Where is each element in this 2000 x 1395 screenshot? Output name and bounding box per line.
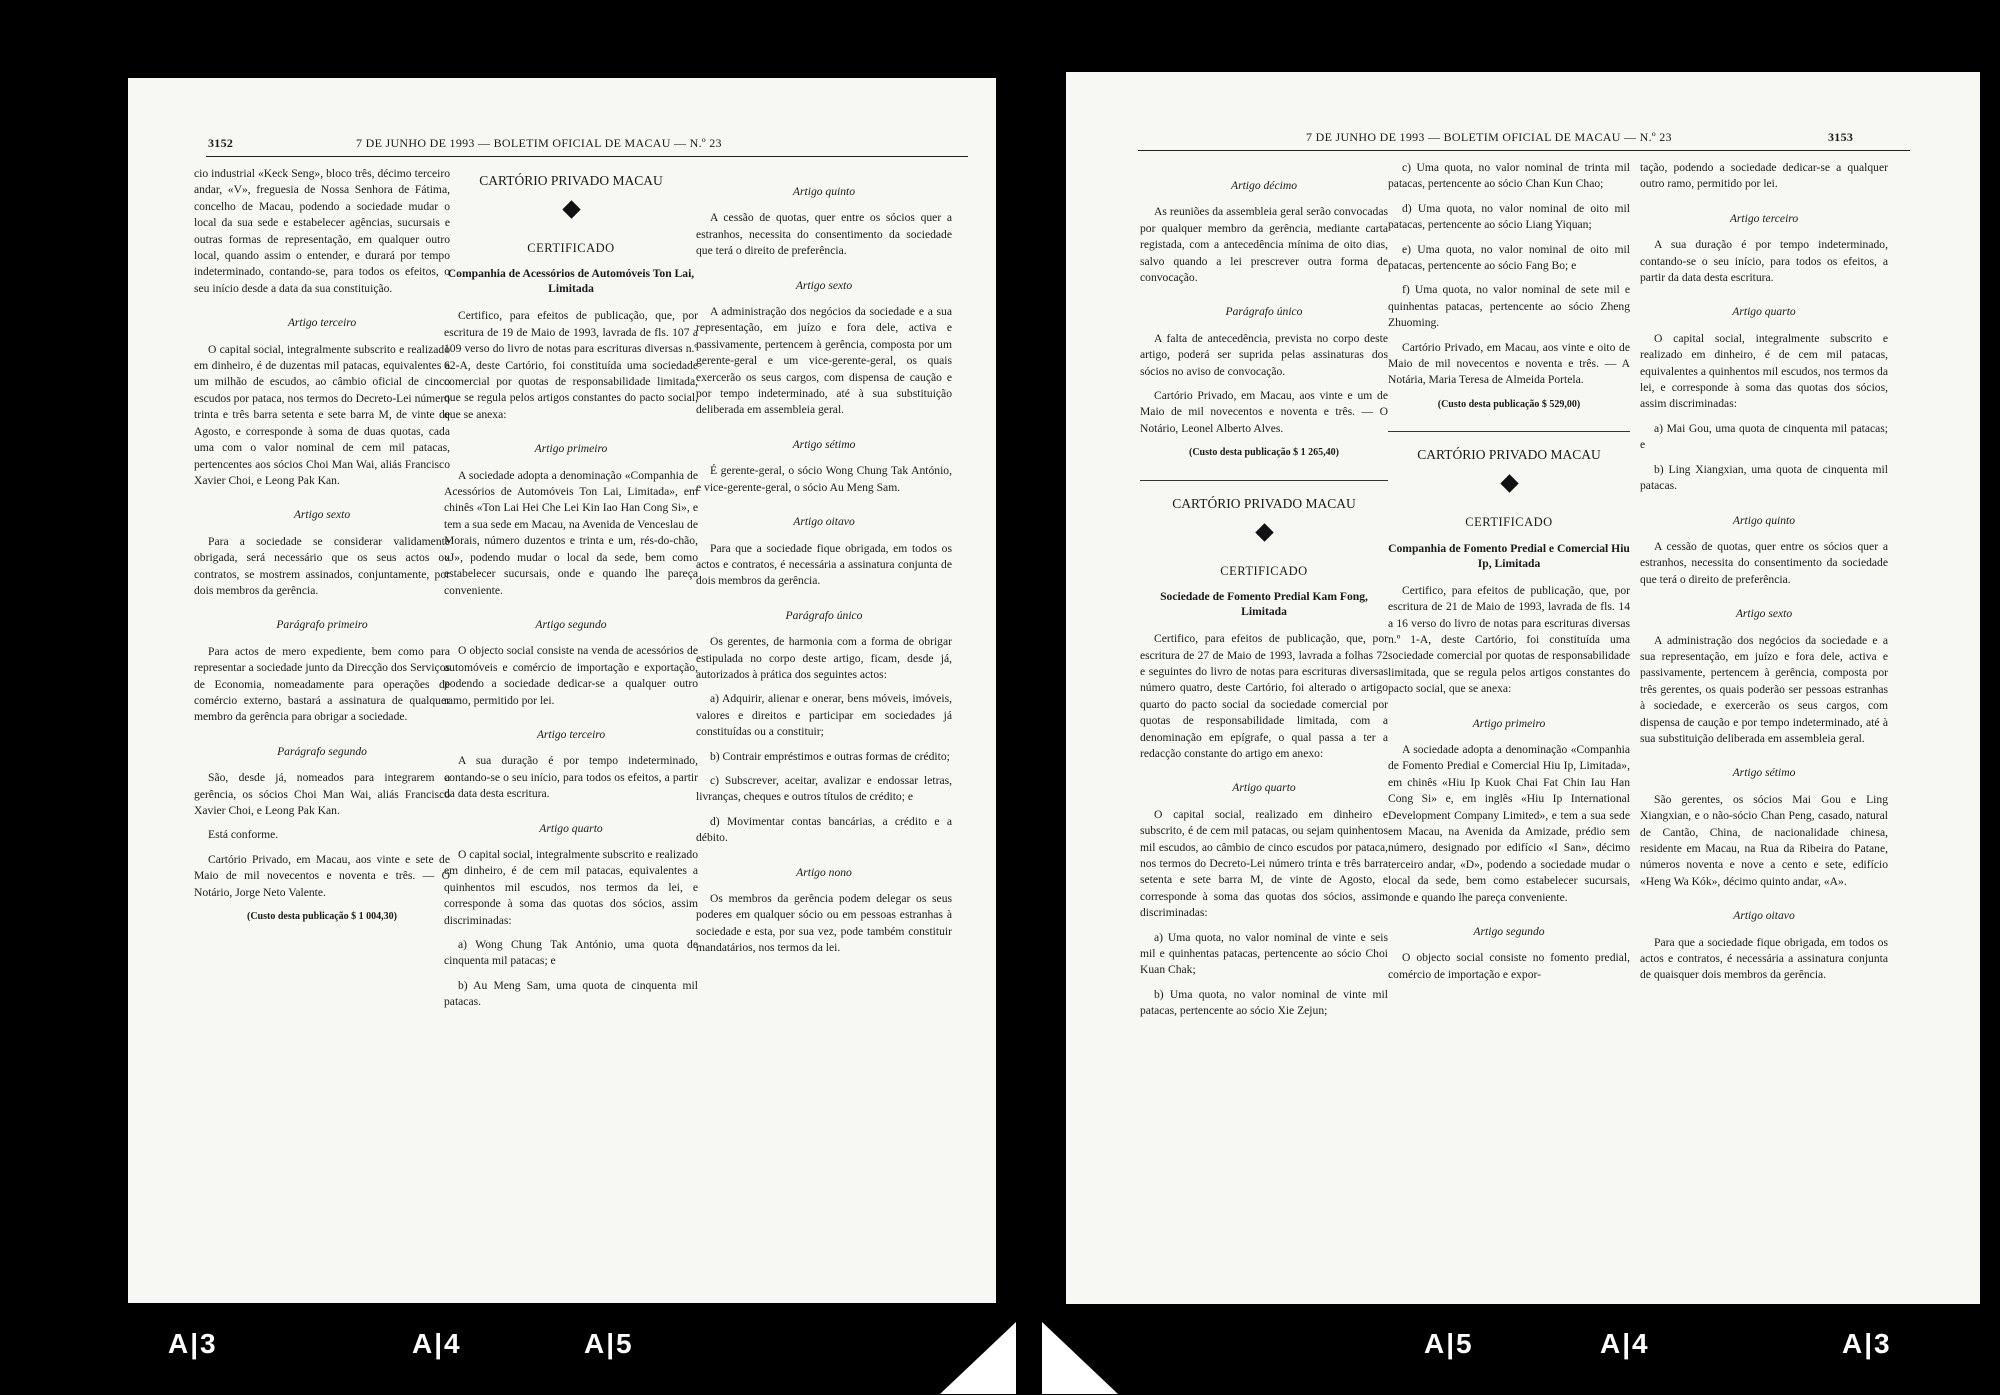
certificate-heading: CERTIFICADO: [1220, 563, 1308, 578]
publication-cost: (Custo desta publicação $ 529,00): [1437, 398, 1581, 410]
office-heading: CARTÓRIO PRIVADO MACAU: [1417, 447, 1601, 463]
paragraph: A falta de antecedência, prevista no corpo deste artigo, poderá ser suprida pelas assinaturas dos sócios no aviso de convocação.: [1140, 331, 1388, 378]
article-heading: Artigo oitavo: [1733, 909, 1795, 923]
alignment-triangle-right: [1042, 1322, 1118, 1394]
article-heading: Artigo sétimo: [792, 437, 856, 451]
alignment-triangle-left: [940, 1322, 1016, 1394]
paragraph: O capital social, integralmente subscrito e realizado em dinheiro, é de cem mil patacas, equivalentes a quinhentos mil escudos, nos termos da lei, e corresponde à soma das quotas dos sócios, assim discriminadas:: [1640, 331, 1888, 411]
article-heading: Artigo décimo: [1230, 179, 1297, 192]
article-heading: Parágrafo segundo: [277, 744, 367, 758]
paragraph: d) Movimentar contas bancárias, a crédito e a débito.: [696, 814, 952, 845]
publication-cost: (Custo desta publicação $ 1 265,40): [1188, 447, 1339, 459]
left-column-1: [194, 166, 450, 943]
paragraph: Para a sociedade se considerar validamente obrigada, será necessário que os seus actos ou contratos, se mostrem assinados, conjuntamente, por dois membros da gerência.: [194, 534, 450, 597]
article-heading: Artigo terceiro: [1729, 211, 1799, 225]
strip-label-a4-right: A|4: [1600, 1328, 1650, 1359]
section-separator: [1388, 431, 1630, 432]
right-page-number: 3153: [1828, 130, 1854, 144]
paragraph: A sua duração é por tempo indeterminado, contando-se o seu início, para todos os efeitos, a partir da data desta escritura.: [1640, 238, 1888, 285]
paragraph: a) Adquirir, alienar e onerar, bens móveis, imóveis, valores e direitos e participar em sociedades já constituídas ou a constituir;: [696, 692, 952, 739]
diamond-ornament-icon: [1255, 523, 1273, 541]
right-column-1: [1140, 160, 1388, 1028]
right-page: [1066, 72, 1980, 1304]
left-page: [128, 78, 996, 1303]
company-name-heading: Companhia de Fomento Predial e Comercial Hiu Ip, Limitada: [1388, 541, 1630, 570]
left-running-head: 7 DE JUNHO DE 1993 — BOLETIM OFICIAL DE MACAU — N.º 23: [356, 136, 722, 150]
right-column-2: [1388, 160, 1630, 991]
article-heading: Artigo sétimo: [1732, 766, 1796, 780]
paragraph: Cartório Privado, em Macau, aos vinte e um de Maio de mil novecentos e noventa e três. — O Notário, Leonel Alberto Alves.: [1140, 389, 1388, 435]
strip-label-a5-left: A|5: [584, 1328, 634, 1359]
article-heading: Artigo nono: [796, 865, 852, 879]
company-name-heading: Sociedade de Fomento Predial Kam Fong, Limitada: [1160, 590, 1368, 619]
strip-label-a3-left: A|3: [168, 1328, 218, 1359]
paragraph: b) Au Meng Sam, uma quota de cinquenta mil patacas.: [444, 978, 698, 1009]
certificate-heading: CERTIFICADO: [527, 241, 615, 255]
paragraph: A sociedade adopta a denominação «Companhia de Acessórios de Automóveis Ton Lai, Limitada», em chinês «Ton Lai Hei Che Lei Kin Iao Han Cong Si», e tem a sua sede em Macau, na Avenida de Venceslau de Morais, número duzentos e trinta e um, rés-do-chão, «J», podendo mudar o local da sede, bem como estabelecer sucursais, onde e quando lhe pareça conveniente.: [444, 468, 698, 597]
paragraph: É gerente-geral, o sócio Wong Chung Tak António, e vice-gerente-geral, o sócio Au Meng Sam.: [696, 464, 952, 494]
paragraph: As reuniões da assembleia geral serão convocadas por qualquer membro da gerência, mediante carta registada, com a antecedência mínima de oito dias, salvo quando a lei prescrever outra forma de convocação.: [1140, 205, 1388, 285]
article-heading: Artigo quinto: [1732, 513, 1796, 527]
paragraph: O objecto social consiste na venda de acessórios de automóveis e comércio de importação e exportação, podendo a sociedade dedicar-se a qualquer outro ramo, permitido por lei.: [444, 644, 698, 707]
paragraph: A sua duração é por tempo indeterminado, contando-se o seu início, para todos os efeitos, a partir da data desta escritura.: [444, 754, 698, 801]
paragraph: Os membros da gerência podem delegar os seus poderes em qualquer sócio ou em pessoas estranhas à sociedade e esta, por sua vez, pode também constituir mandatários, nos termos da lei.: [696, 892, 952, 955]
paragraph: Os gerentes, de harmonia com a forma de obrigar estipulada no corpo deste artigo, ficam, desde já, autorizados à prática dos seguintes actos:: [696, 635, 952, 681]
article-heading: Parágrafo único: [1225, 305, 1303, 319]
article-heading: Artigo terceiro: [287, 316, 357, 330]
paragraph: O objecto social consiste no fomento predial, comércio de importação e expor-: [1388, 951, 1630, 981]
paragraph: e) Uma quota, no valor nominal de oito mil patacas, pertencente ao sócio Fang Bo; e: [1388, 242, 1630, 273]
certificate-heading: CERTIFICADO: [1465, 515, 1553, 530]
article-heading: Artigo sexto: [293, 508, 351, 522]
right-column-3: [1640, 160, 1888, 992]
strip-label-a5-right: A|5: [1424, 1328, 1474, 1359]
office-heading: CARTÓRIO PRIVADO MACAU: [479, 173, 663, 188]
paragraph: Certifico, para efeitos de publicação, que, por escritura de 21 de Maio de 1993, lavrada de fls. 14 a 16 verso do livro de notas para escrituras diversas n.º 1-A, deste Cartório, foi constituída uma sociedade comercial por quotas de responsabilidade limitada, que se regula pelos artigos constantes do pacto social, que se anexa:: [1388, 583, 1630, 696]
paragraph: a) Uma quota, no valor nominal de vinte e seis mil e quinhentas patacas, pertencente ao sócio Choi Kuan Chak;: [1140, 930, 1388, 977]
article-heading: Artigo quarto: [1732, 305, 1796, 319]
article-heading: Artigo primeiro: [1472, 716, 1546, 730]
paragraph: São, desde já, nomeados para integrarem a gerência, os sócios Choi Man Wai, aliás Francisco Xavier Choi, e Leong Pak Kan.: [194, 771, 450, 817]
paragraph: a) Wong Chung Tak António, uma quota de cinquenta mil patacas; e: [444, 938, 698, 968]
publication-cost: (Custo desta publicação $ 1 004,30): [246, 911, 397, 923]
strip-label-a3-right: A|3: [1842, 1328, 1892, 1359]
left-page-number: 3152: [208, 136, 234, 150]
paragraph: cio industrial «Keck Seng», bloco três, décimo terceiro andar, «V», freguesia de Nossa Senhora de Fátima, concelho de Macau, podendo a sociedade mudar o local da sua sede e estabelecer agências, sucursais e outras formas de representação, em qualquer outro local, quando assim o entender, e durará por tempo indeterminado, contando-se, para todos os efeitos, o seu início desde a data da sua constituição.: [194, 167, 450, 295]
paragraph: A sociedade adopta a denominação «Companhia de Fomento Predial e Comercial Hiu Ip, Limitada», em chinês «Hiu Ip Kuok Chai Fat Chin Iau Han Cong Si» e, em inglês «Hiu Ip International Development Company Limited», e tem a sua sede em Macau, na Avenida da Amizade, prédio sem número, designado por edifício «I San», décimo terceiro andar, «D», podendo a sociedade mudar o local da sede, bem como estabelecer sucursais, onde e quando lhe pareça conveniente.: [1388, 742, 1630, 904]
article-heading: Artigo sexto: [1735, 607, 1793, 621]
paragraph: b) Uma quota, no valor nominal de vinte mil patacas, pertencente ao sócio Xie Zejun;: [1140, 987, 1388, 1018]
paragraph: Certifico, para efeitos de publicação, que, por escritura de 27 de Maio de 1993, lavrada a folhas 72 e seguintes do livro de notas para escrituras diversas número quatro, deste Cartório, foi alterado o artigo quarto do pacto social da sociedade comercial por quotas de responsabilidade limitada, com a denominação em epígrafe, o qual passa a ter a redacção constante do artigo em anexo:: [1140, 632, 1388, 760]
office-heading: CARTÓRIO PRIVADO MACAU: [1172, 495, 1356, 511]
paragraph: tação, podendo a sociedade dedicar-se a qualquer outro ramo, permitido por lei.: [1640, 161, 1888, 191]
paragraph: O capital social, realizado em dinheiro e subscrito, é de cem mil patacas, ou sejam quinhentos mil escudos, ao câmbio de cinco escudos por pataca, nos termos do Decreto-Lei número trinta e três barra setenta e sete barra M, de vinte de Agosto, e corresponde à soma das quotas dos sócios, assim discriminadas:: [1140, 807, 1388, 920]
article-heading: Artigo segundo: [1473, 925, 1545, 938]
right-header-rule: [1138, 150, 1910, 151]
paragraph: A cessão de quotas, quer entre os sócios quer a estranhos, necessita do consentimento da sociedade que terá o direito de preferência.: [1640, 539, 1888, 586]
article-heading: Artigo quarto: [1232, 781, 1296, 795]
diamond-ornament-icon: [1500, 475, 1518, 493]
article-heading: Artigo oitavo: [793, 515, 855, 529]
left-column-3: [696, 166, 952, 965]
paragraph: A administração dos negócios da sociedade e a sua representação, em juízo e fora dele, activa e passivamente, pertencem à gerência, composta por três gerentes, os quais poderão ser pessoas estranhas à sociedade, e exercerão os seus cargos, com dispensa de caução e por tempo indeterminado, até à sua substituição deliberada em assembleia geral.: [1640, 633, 1888, 745]
paragraph: A cessão de quotas, quer entre os sócios quer a estranhos, necessita do consentimento da sociedade que terá o direito de preferência.: [696, 211, 952, 258]
article-heading: Artigo quarto: [539, 821, 603, 835]
right-running-head: 7 DE JUNHO DE 1993 — BOLETIM OFICIAL DE MACAU — N.º 23: [1306, 130, 1672, 144]
article-heading: Artigo terceiro: [536, 727, 606, 741]
paragraph: b) Ling Xiangxian, uma quota de cinquenta mil patacas.: [1640, 462, 1888, 493]
paragraph: Certifico, para efeitos de publicação, que, por escritura de 19 de Maio de 1993, lavrada de fls. 107 a 109 verso do livro de notas para escrituras diversas n.º 62-A, deste Cartório, foi constituída uma sociedade comercial por quotas de responsabilidade limitada, que se regula pelos artigos constantes do pacto social, que se anexa:: [444, 309, 698, 421]
paragraph: a) Mai Gou, uma quota de cinquenta mil patacas; e: [1640, 421, 1888, 452]
paragraph: Cartório Privado, em Macau, aos vinte e sete de Maio de mil novecentos e noventa e três. — O Notário, Jorge Neto Valente.: [194, 852, 450, 899]
paragraph: Para que a sociedade fique obrigada, em todos os actos e contratos, é necessária a assinatura conjunta de dois membros da gerência.: [696, 541, 952, 588]
article-heading: Artigo sexto: [795, 278, 853, 292]
paragraph: O capital social, integralmente subscrito e realizado em dinheiro, é de cem mil patacas, equivalentes a quinhentos mil escudos, nos termos da lei, e corresponde à soma das quotas dos sócios, assim discriminadas:: [444, 847, 698, 927]
paragraph: f) Uma quota, no valor nominal de sete mil e quinhentas patacas, pertencente ao sócio Zheng Zhuoming.: [1388, 283, 1630, 330]
paragraph: Para actos de mero expediente, bem como para representar a sociedade junto da Direcção dos Serviços de Economia, nomeadamente para operações de comércio externo, bastará a assinatura de qualquer membro da gerência para obrigar a sociedade.: [194, 644, 450, 724]
section-separator: [1140, 480, 1388, 481]
paragraph: c) Uma quota, no valor nominal de trinta mil patacas, pertencente ao sócio Chan Kun Chao;: [1388, 161, 1630, 191]
paragraph: Cartório Privado, em Macau, aos vinte e oito de Maio de mil novecentos e noventa e três. — A Notária, Maria Teresa de Almeida Portela.: [1388, 340, 1630, 387]
article-heading: Artigo quinto: [792, 185, 856, 198]
left-column-2: [444, 166, 698, 1019]
paragraph: c) Subscrever, aceitar, avalizar e endossar letras, livranças, cheques e outros títulos de crédito; e: [696, 773, 952, 804]
paragraph: São gerentes, os sócios Mai Gou e Ling Xiangxian, e o não-sócio Chan Peng, casado, natural de Cantão, China, de nacionalidade chinesa, residente em Macau, na Rua da Ribeira do Patane, números noventa e nove a cento e sete, edifício «Heng Wa Kók», décimo quinto andar, «A».: [1640, 792, 1888, 888]
paragraph: d) Uma quota, no valor nominal de oito mil patacas, pertencente ao sócio Liang Yiquan;: [1388, 201, 1630, 232]
article-heading: Parágrafo único: [785, 608, 863, 622]
paragraph: O capital social, integralmente subscrito e realizado em dinheiro, é de duzentas mil patacas, equivalentes a um milhão de escudos, ao câmbio oficial de cinco escudos por pataca, nos termos do Decreto-Lei número trinta e três barra setenta e sete barra M, de vinte de Agosto, e corresponde à soma de duas quotas, cada uma com o valor nominal de cem mil patacas, pertencentes aos sócios Choi Man Wai, aliás Francisco Xavier Choi, e Leong Pak Kan.: [194, 342, 450, 487]
paragraph: A administração dos negócios da sociedade e a sua representação, em juízo e fora dele, activa e passivamente, pertencem à gerência, composta por um gerente-geral e um vice-gerente-geral, os quais exercerão os seus cargos, com dispensa de caução e por tempo indeterminado, até à sua substituição deliberada em assembleia geral.: [696, 305, 952, 417]
article-heading: Artigo primeiro: [534, 442, 608, 456]
paragraph: Está conforme.: [208, 828, 279, 842]
diamond-ornament-icon: [562, 200, 580, 218]
paragraph: Para que a sociedade fique obrigada, em todos os actos e contratos, é necessária a assinatura conjunta de quaisquer dois membros da gerência.: [1640, 935, 1888, 982]
company-name-heading: Companhia de Acessórios de Automóveis Ton Lai, Limitada: [447, 267, 695, 296]
article-heading: Artigo segundo: [535, 617, 607, 631]
article-heading: Parágrafo primeiro: [276, 618, 368, 632]
strip-label-a4-left: A|4: [412, 1328, 462, 1359]
left-header-rule: [206, 156, 968, 157]
paragraph: b) Contrair empréstimos e outras formas de crédito;: [710, 749, 950, 763]
